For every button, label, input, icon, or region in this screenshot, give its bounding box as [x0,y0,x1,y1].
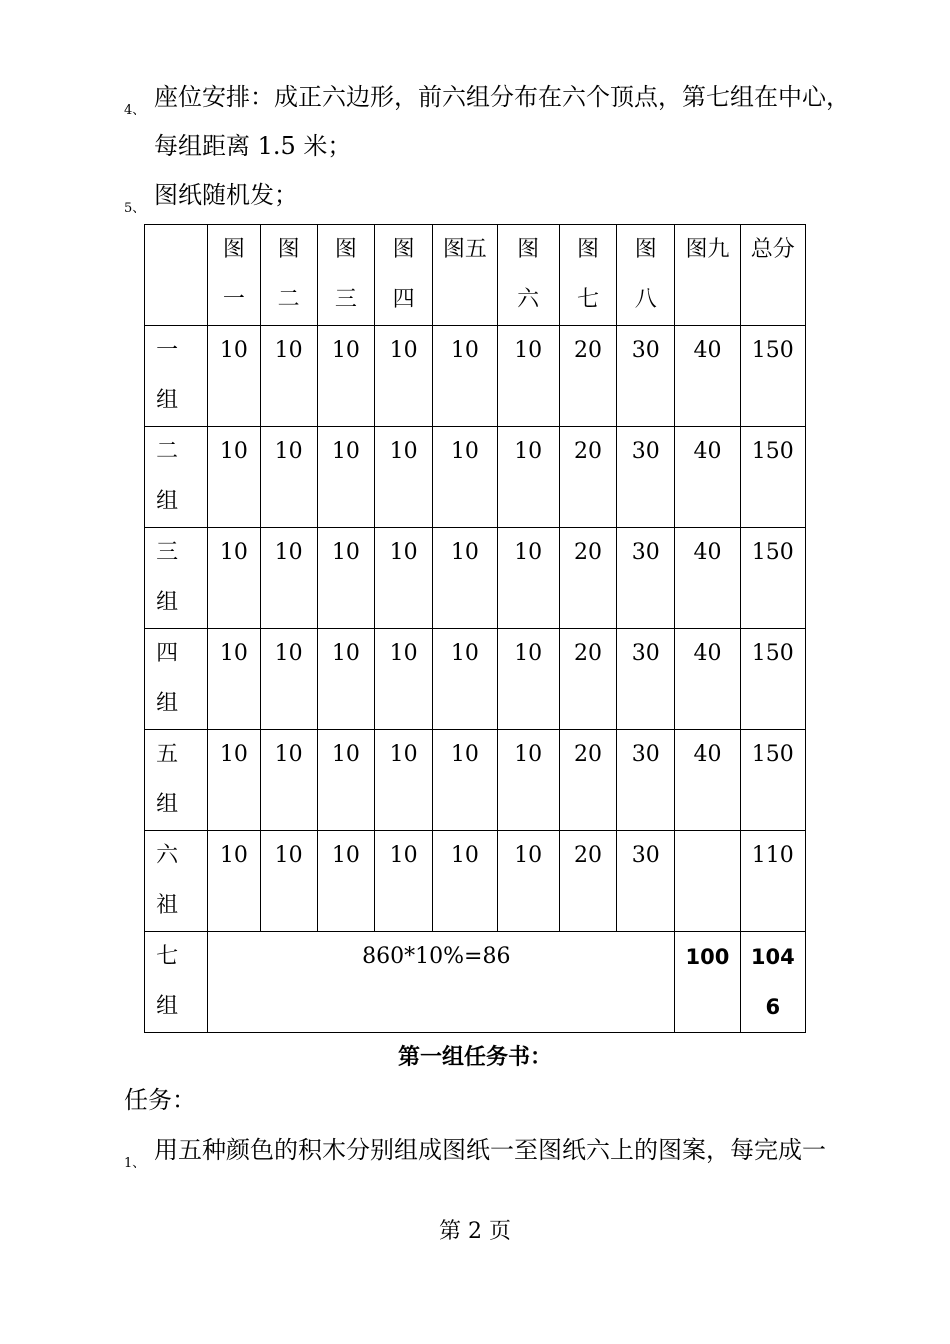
table-cell: 10 [497,528,559,629]
table-cell: 10 [497,427,559,528]
table-cell: 10 [497,730,559,831]
table-cell: 10 [208,730,260,831]
table-row-group-7 [145,932,806,1033]
row-label: 三组 [145,528,208,629]
table-cell: 30 [617,427,675,528]
column-header: 图三 [317,225,374,326]
table-cell: 40 [675,528,740,629]
list-number: 5、 [124,201,146,216]
table-cell: 40 [675,730,740,831]
table-cell: 10 [433,326,497,427]
row-label: 一组 [145,326,208,427]
table-cell: 10 [375,831,433,932]
table-cell: 150 [740,528,805,629]
table-cell: 20 [559,326,616,427]
table-cell: 10 [317,730,374,831]
table-cell [675,831,740,932]
column-header: 图二 [260,225,317,326]
table-cell: 10 [433,528,497,629]
table-cell: 150 [740,629,805,730]
list-text: 图纸随机发； [154,181,298,209]
column-header: 总分 [740,225,805,326]
table-cell: 150 [740,326,805,427]
table-row [145,427,806,528]
table-cell: 30 [617,326,675,427]
table-cell: 20 [559,427,616,528]
table-cell: 10 [375,528,433,629]
table-header-row [145,225,806,326]
table-cell: 10 [497,629,559,730]
table-cell: 10 [317,831,374,932]
table-cell: 10 [433,730,497,831]
table-cell: 40 [675,629,740,730]
table-cell: 10 [375,730,433,831]
column-header: 图六 [497,225,559,326]
table-cell: 150 [740,730,805,831]
table-cell: 10 [317,629,374,730]
table-cell: 10 [497,326,559,427]
formula-cell: 860*10%=86 [208,932,675,1033]
column-header [145,225,208,326]
table-row [145,629,806,730]
row-label: 六祖 [145,831,208,932]
column-header: 图九 [675,225,740,326]
table-cell: 10 [260,427,317,528]
table-cell: 30 [617,831,675,932]
table-cell: 10 [260,629,317,730]
table-cell: 20 [559,730,616,831]
row-label: 七组 [145,932,208,1033]
task-label: 任务： [124,1086,196,1114]
column-header: 图八 [617,225,675,326]
table-cell: 20 [559,528,616,629]
list-item-4-cont [154,131,351,161]
table-cell: 10 [375,427,433,528]
row-label: 四组 [145,629,208,730]
table-cell: 10 [208,528,260,629]
list-text: 每组距离 1.5 米； [154,132,352,160]
table-cell: 40 [675,427,740,528]
column-header: 图五 [433,225,497,326]
table-cell: 110 [740,831,805,932]
table-cell: 10 [208,326,260,427]
table-row [145,326,806,427]
table-cell: 10 [260,528,317,629]
column-header: 图七 [559,225,616,326]
table-cell: 30 [617,629,675,730]
table-cell: 10 [208,831,260,932]
list-number: 1、 [124,1156,146,1171]
table-cell: 10 [208,427,260,528]
table-cell: 10 [497,831,559,932]
table-cell: 10 [260,326,317,427]
table-cell: 10 [433,629,497,730]
table-cell: 10 [433,427,497,528]
table-cell: 30 [617,730,675,831]
table-cell: 10 [260,730,317,831]
row-label: 五组 [145,730,208,831]
table-cell: 100 [675,932,740,1033]
table-cell: 10 [433,831,497,932]
list-text: 用五种颜色的积木分别组成图纸一至图纸六上的图案，每完成一 [154,1136,826,1164]
table-cell: 10 [317,528,374,629]
table-cell: 10 [375,629,433,730]
table-cell: 10 [317,427,374,528]
section-title: 第一组任务书： [397,1045,552,1070]
table-cell: 10 [375,326,433,427]
table-cell: 20 [559,831,616,932]
table-cell: 10 [260,831,317,932]
table-cell: 40 [675,326,740,427]
table-row [145,730,806,831]
table-cell: 30 [617,528,675,629]
table-cell: 10 [208,629,260,730]
table-cell: 150 [740,427,805,528]
column-header: 图一 [208,225,260,326]
table-row [145,831,806,932]
score-table [144,224,806,1033]
total-cell: 1046 [740,932,805,1033]
column-header: 图四 [375,225,433,326]
table-cell: 10 [317,326,374,427]
list-text: 座位安排：成正六边形，前六组分布在六个顶点，第七组在中心， [154,83,850,111]
page-footer: 第 2 页 [439,1219,511,1244]
table-row [145,528,806,629]
row-label: 二组 [145,427,208,528]
list-number: 4、 [124,103,146,118]
table-cell: 20 [559,629,616,730]
